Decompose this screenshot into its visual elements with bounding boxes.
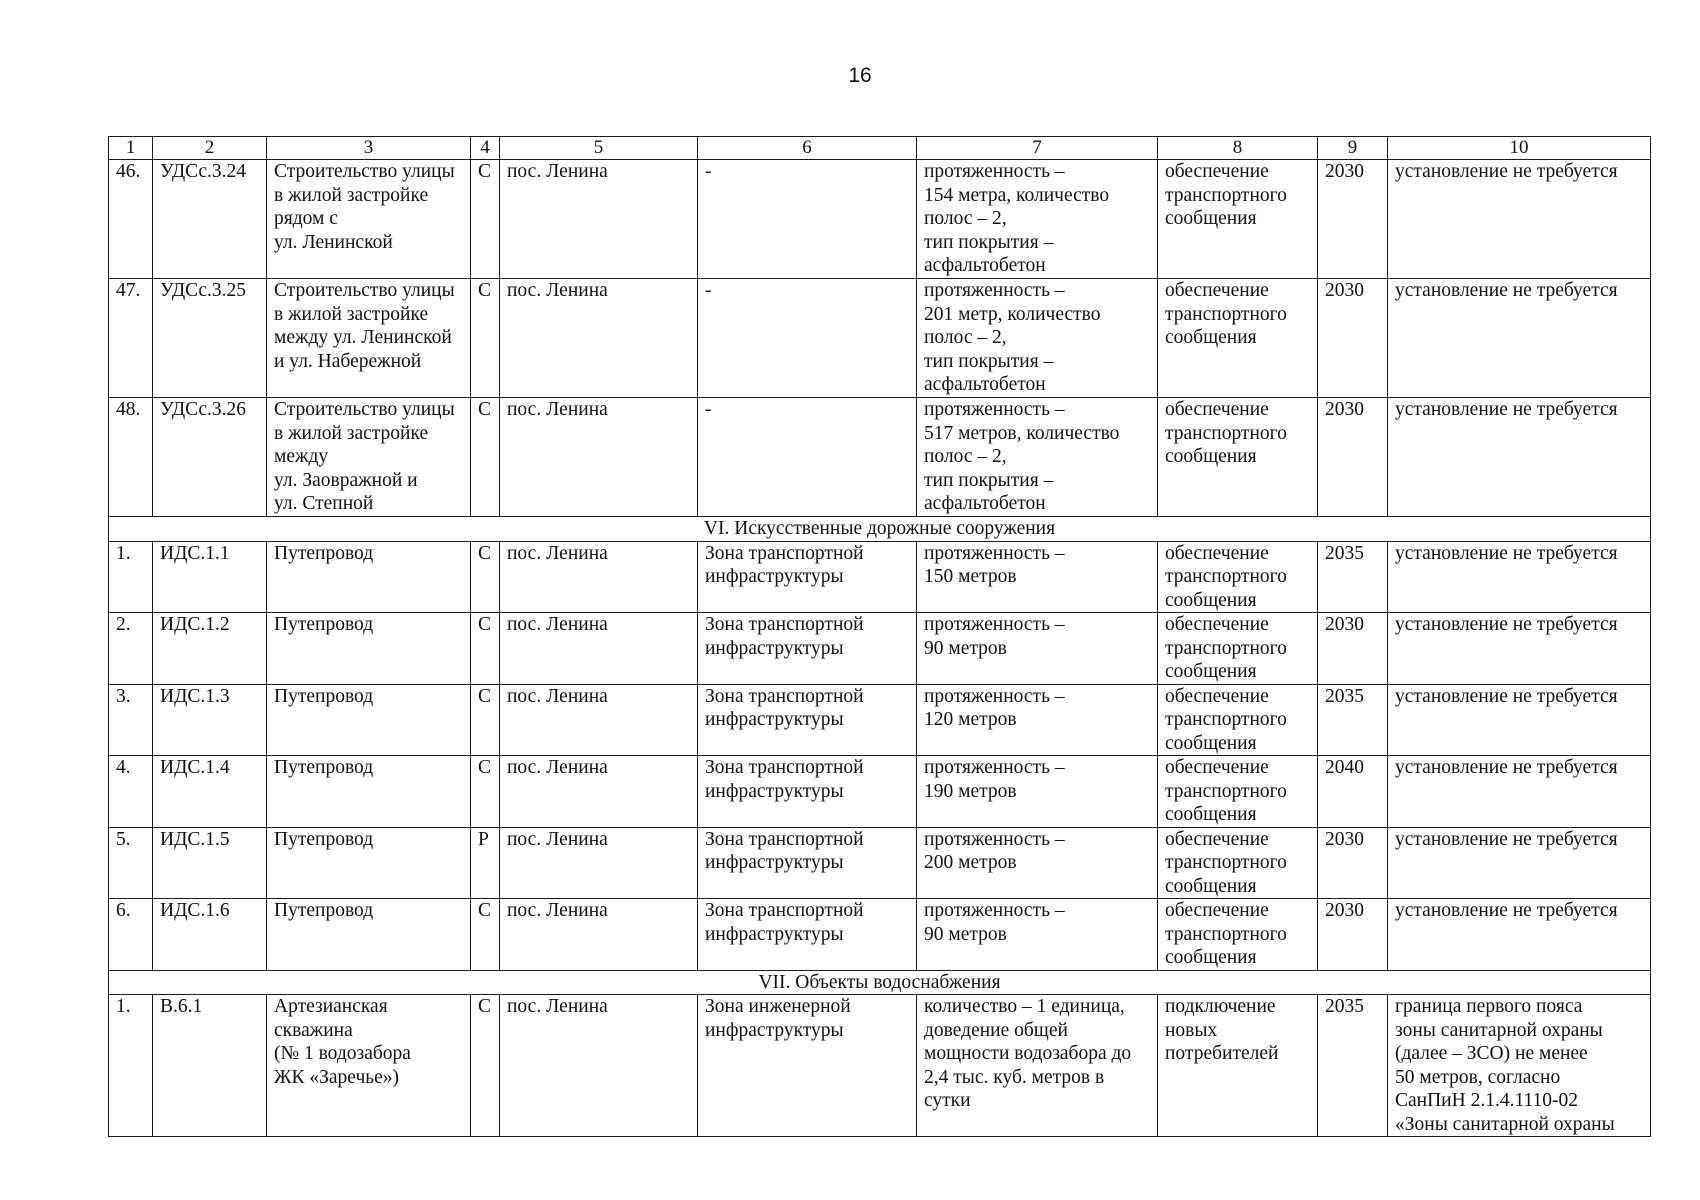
location-cell: пос. Ленина <box>500 160 698 279</box>
table-row <box>109 827 1651 899</box>
object-name-cell: Строительство улицы в жилой застройке рядом с ул. Ленинской <box>267 160 471 279</box>
year-cell: 2035 <box>1318 541 1388 613</box>
functional-zone-cell: Зона транспортной инфраструктуры <box>698 827 917 899</box>
status-cell: С <box>471 613 500 685</box>
functional-zone-cell: - <box>698 279 917 398</box>
characteristics-cell: протяженность – 90 метров <box>917 899 1158 971</box>
row-number-cell: 48. <box>109 398 153 517</box>
row-number-cell: 1. <box>109 995 153 1137</box>
status-cell: С <box>471 756 500 828</box>
purpose-cell: обеспечение транспортного сообщения <box>1158 279 1318 398</box>
purpose-cell: обеспечение транспортного сообщения <box>1158 827 1318 899</box>
restricted-zone-cell: установление не требуется <box>1388 398 1651 517</box>
row-number-cell: 2. <box>109 613 153 685</box>
section-heading: VI. Искусственные дорожные сооружения <box>109 517 1651 542</box>
table-row <box>109 756 1651 828</box>
object-name-cell: Путепровод <box>267 541 471 613</box>
purpose-cell: обеспечение транспортного сообщения <box>1158 613 1318 685</box>
table-row <box>109 398 1651 517</box>
status-cell: С <box>471 160 500 279</box>
purpose-cell: обеспечение транспортного сообщения <box>1158 398 1318 517</box>
object-code-cell: УДСс.3.25 <box>153 279 267 398</box>
status-cell: С <box>471 684 500 756</box>
object-name-cell: Путепровод <box>267 827 471 899</box>
object-code-cell: УДСс.3.24 <box>153 160 267 279</box>
year-cell: 2035 <box>1318 995 1388 1137</box>
year-cell: 2030 <box>1318 398 1388 517</box>
characteristics-cell: протяженность – 190 метров <box>917 756 1158 828</box>
row-number-cell: 1. <box>109 541 153 613</box>
purpose-cell: подключение новых потребителей <box>1158 995 1318 1137</box>
restricted-zone-cell: установление не требуется <box>1388 684 1651 756</box>
functional-zone-cell: Зона инженерной инфраструктуры <box>698 995 917 1137</box>
object-code-cell: ИДС.1.6 <box>153 899 267 971</box>
table-row <box>109 995 1651 1137</box>
section-heading-row <box>109 970 1651 995</box>
year-cell: 2030 <box>1318 160 1388 279</box>
object-name-cell: Путепровод <box>267 756 471 828</box>
object-name-cell: Путепровод <box>267 899 471 971</box>
restricted-zone-cell: установление не требуется <box>1388 827 1651 899</box>
year-cell: 2030 <box>1318 899 1388 971</box>
restricted-zone-cell: установление не требуется <box>1388 160 1651 279</box>
location-cell: пос. Ленина <box>500 613 698 685</box>
location-cell: пос. Ленина <box>500 899 698 971</box>
characteristics-cell: протяженность – 201 метр, количество полос – 2, тип покрытия – асфальтобетон <box>917 279 1158 398</box>
functional-zone-cell: Зона транспортной инфраструктуры <box>698 613 917 685</box>
restricted-zone-cell: установление не требуется <box>1388 756 1651 828</box>
year-cell: 2040 <box>1318 756 1388 828</box>
year-cell: 2035 <box>1318 684 1388 756</box>
location-cell: пос. Ленина <box>500 995 698 1137</box>
restricted-zone-cell: установление не требуется <box>1388 613 1651 685</box>
purpose-cell: обеспечение транспортного сообщения <box>1158 684 1318 756</box>
column-number: 8 <box>1158 137 1318 160</box>
object-code-cell: ИДС.1.5 <box>153 827 267 899</box>
restricted-zone-cell: установление не требуется <box>1388 541 1651 613</box>
table-row <box>109 899 1651 971</box>
characteristics-cell: протяженность – 90 метров <box>917 613 1158 685</box>
column-number: 4 <box>471 137 500 160</box>
location-cell: пос. Ленина <box>500 827 698 899</box>
objects-table <box>108 136 1651 1137</box>
functional-zone-cell: Зона транспортной инфраструктуры <box>698 541 917 613</box>
row-number-cell: 3. <box>109 684 153 756</box>
characteristics-cell: протяженность – 200 метров <box>917 827 1158 899</box>
restricted-zone-cell: установление не требуется <box>1388 899 1651 971</box>
status-cell: Р <box>471 827 500 899</box>
location-cell: пос. Ленина <box>500 684 698 756</box>
functional-zone-cell: Зона транспортной инфраструктуры <box>698 684 917 756</box>
characteristics-cell: протяженность – 120 метров <box>917 684 1158 756</box>
year-cell: 2030 <box>1318 613 1388 685</box>
location-cell: пос. Ленина <box>500 756 698 828</box>
column-number: 10 <box>1388 137 1651 160</box>
functional-zone-cell: - <box>698 398 917 517</box>
status-cell: С <box>471 398 500 517</box>
restricted-zone-cell: граница первого пояса зоны санитарной охраны (далее – ЗСО) не менее 50 метров, согласно СанПиН 2.1.4.1110-02 «Зоны санитарной охраны <box>1388 995 1651 1137</box>
row-number-cell: 5. <box>109 827 153 899</box>
functional-zone-cell: - <box>698 160 917 279</box>
section-heading: VII. Объекты водоснабжения <box>109 970 1651 995</box>
object-name-cell: Строительство улицы в жилой застройке между ул. Заовражной и ул. Степной <box>267 398 471 517</box>
object-code-cell: ИДС.1.1 <box>153 541 267 613</box>
row-number-cell: 6. <box>109 899 153 971</box>
section-heading-row <box>109 517 1651 542</box>
column-number: 6 <box>698 137 917 160</box>
status-cell: С <box>471 995 500 1137</box>
characteristics-cell: протяженность – 517 метров, количество полос – 2, тип покрытия – асфальтобетон <box>917 398 1158 517</box>
object-name-cell: Строительство улицы в жилой застройке между ул. Ленинской и ул. Набережной <box>267 279 471 398</box>
status-cell: С <box>471 899 500 971</box>
column-number: 5 <box>500 137 698 160</box>
characteristics-cell: протяженность – 150 метров <box>917 541 1158 613</box>
year-cell: 2030 <box>1318 827 1388 899</box>
purpose-cell: обеспечение транспортного сообщения <box>1158 541 1318 613</box>
location-cell: пос. Ленина <box>500 398 698 517</box>
object-code-cell: ИДС.1.2 <box>153 613 267 685</box>
table-row <box>109 684 1651 756</box>
object-code-cell: УДСс.3.26 <box>153 398 267 517</box>
object-code-cell: ИДС.1.3 <box>153 684 267 756</box>
object-code-cell: В.6.1 <box>153 995 267 1137</box>
purpose-cell: обеспечение транспортного сообщения <box>1158 160 1318 279</box>
column-number: 9 <box>1318 137 1388 160</box>
status-cell: С <box>471 541 500 613</box>
characteristics-cell: количество – 1 единица, доведение общей мощности водозабора до 2,4 тыс. куб. метров в сутки <box>917 995 1158 1137</box>
functional-zone-cell: Зона транспортной инфраструктуры <box>698 899 917 971</box>
location-cell: пос. Ленина <box>500 541 698 613</box>
row-number-cell: 46. <box>109 160 153 279</box>
functional-zone-cell: Зона транспортной инфраструктуры <box>698 756 917 828</box>
characteristics-cell: протяженность – 154 метра, количество полос – 2, тип покрытия – асфальтобетон <box>917 160 1158 279</box>
column-number: 1 <box>109 137 153 160</box>
year-cell: 2030 <box>1318 279 1388 398</box>
restricted-zone-cell: установление не требуется <box>1388 279 1651 398</box>
column-number-row <box>109 137 1651 160</box>
table-row <box>109 541 1651 613</box>
table-row <box>109 279 1651 398</box>
object-name-cell: Путепровод <box>267 684 471 756</box>
column-number: 7 <box>917 137 1158 160</box>
status-cell: С <box>471 279 500 398</box>
column-number: 3 <box>267 137 471 160</box>
row-number-cell: 4. <box>109 756 153 828</box>
purpose-cell: обеспечение транспортного сообщения <box>1158 899 1318 971</box>
table-row <box>109 160 1651 279</box>
table-row <box>109 613 1651 685</box>
location-cell: пос. Ленина <box>500 279 698 398</box>
object-name-cell: Путепровод <box>267 613 471 685</box>
object-code-cell: ИДС.1.4 <box>153 756 267 828</box>
purpose-cell: обеспечение транспортного сообщения <box>1158 756 1318 828</box>
column-number: 2 <box>153 137 267 160</box>
row-number-cell: 47. <box>109 279 153 398</box>
object-name-cell: Артезианская скважина (№ 1 водозабора ЖК «Заречье») <box>267 995 471 1137</box>
page-number: 16 <box>848 64 872 87</box>
